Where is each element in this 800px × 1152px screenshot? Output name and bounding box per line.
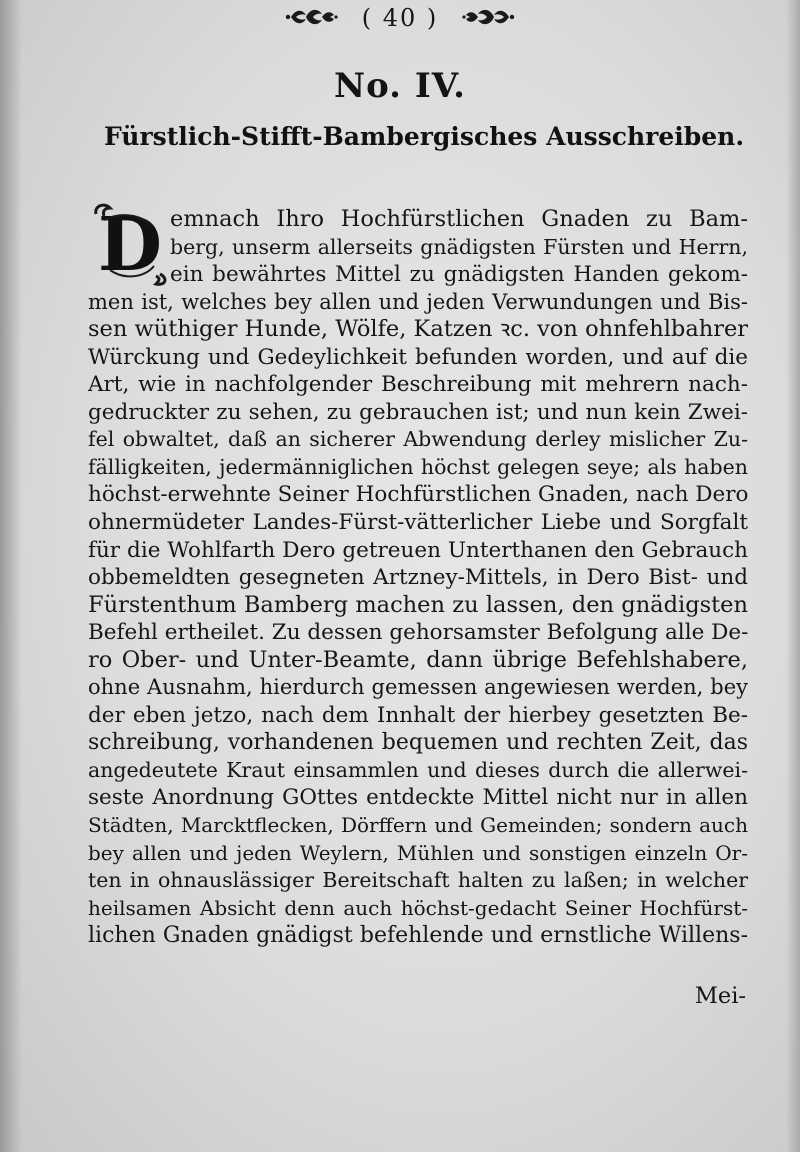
text-line: für die Wohlfarth Dero getreuen Unterthanen den Gebrauch xyxy=(88,537,748,563)
text-line: angedeutete Kraut einsammlen und dieses durch die allerwei- xyxy=(88,757,748,782)
fleuron-right-icon xyxy=(462,6,516,34)
text-line: gedruckter zu sehen, zu gebrauchen ist; und nun kein Zwei- xyxy=(88,399,748,425)
text-line: bey allen und jeden Weylern, Mühlen und sonstigen einzeln Or- xyxy=(88,840,748,865)
text-line: berg, unserm allerseits gnädigsten Fürsten und Herrn, xyxy=(170,234,748,259)
page-header xyxy=(0,4,800,34)
text-line: Befehl ertheilet. Zu dessen gehorsamster Befolgung alle De- xyxy=(88,620,749,646)
text-line: ro Ober- und Unter-Beamte, dann übrige Befehlshabere, xyxy=(88,646,748,673)
text-line: ein bewährtes Mittel zu gnädigsten Handen gekom- xyxy=(170,262,748,288)
document-number: No. IV. xyxy=(333,66,466,106)
text-line: Art, wie in nachfolgender Beschreibung mit mehrern nach- xyxy=(88,372,748,398)
text-line: der eben jetzo, nach dem Innhalt der hierbey gesetzten Be- xyxy=(88,702,748,728)
text-line: emnach Ihro Hochfürstlichen Gnaden zu Bam- xyxy=(170,206,748,232)
text-line: Würckung und Gedeylichkeit befunden worden, und auf die xyxy=(88,344,748,370)
text-line: schreibung, vorhandenen bequemen und rechten Zeit, das xyxy=(88,730,748,756)
text-line: obbemeldten gesegneten Artzney-Mittels, in Dero Bist- und xyxy=(88,565,748,591)
text-line: höchst-erwehnte Seiner Hochfürstlichen Gnaden, nach Dero xyxy=(88,482,749,508)
text-line: ohnermüdeter Landes-Fürst-vätterlicher Liebe und Sorgfalt xyxy=(88,510,748,536)
document-title: Fürstlich-Stifft-Bambergisches Ausschreiben. xyxy=(104,122,745,151)
text-line: seste Anordnung GOttes entdeckte Mittel nicht nur in allen xyxy=(88,785,748,811)
text-line: Fürstenthum Bamberg machen zu lassen, den gnädigsten xyxy=(88,591,748,618)
svg-text:D: D xyxy=(97,202,163,286)
text-line: sen wüthiger Hunde, Wölfe, Katzen ꝛc. von ohnfehlbahrer xyxy=(88,316,749,343)
text-line: Städten, Marcktflecken, Dörffern und Gemeinden; sondern auch xyxy=(88,813,748,838)
body-paragraph xyxy=(88,206,748,950)
catchword: Mei- xyxy=(694,983,746,1009)
text-line: ten in ohnauslässiger Bereitschaft halten zu laßen; in welcher xyxy=(88,868,748,893)
text-line: ohne Ausnahm, hierdurch gemessen angewiesen werden, bey xyxy=(88,675,748,700)
text-line: fel obwaltet, daß an sicherer Abwendung derley mislicher Zu- xyxy=(88,427,748,452)
text-line: fälligkeiten, jedermänniglichen höchst gelegen seye; als haben xyxy=(88,454,748,479)
text-line: lichen Gnaden gnädigst befehlende und ernstliche Willens- xyxy=(88,923,748,949)
text-line: heilsamen Absicht denn auch höchst-gedacht Seiner Hochfürst- xyxy=(88,895,748,920)
text-line: men ist, welches bey allen und jeden Verwundungen und Bis- xyxy=(88,289,748,314)
fleuron-left-icon xyxy=(284,6,338,34)
page-number: ( 40 ) xyxy=(361,4,439,32)
